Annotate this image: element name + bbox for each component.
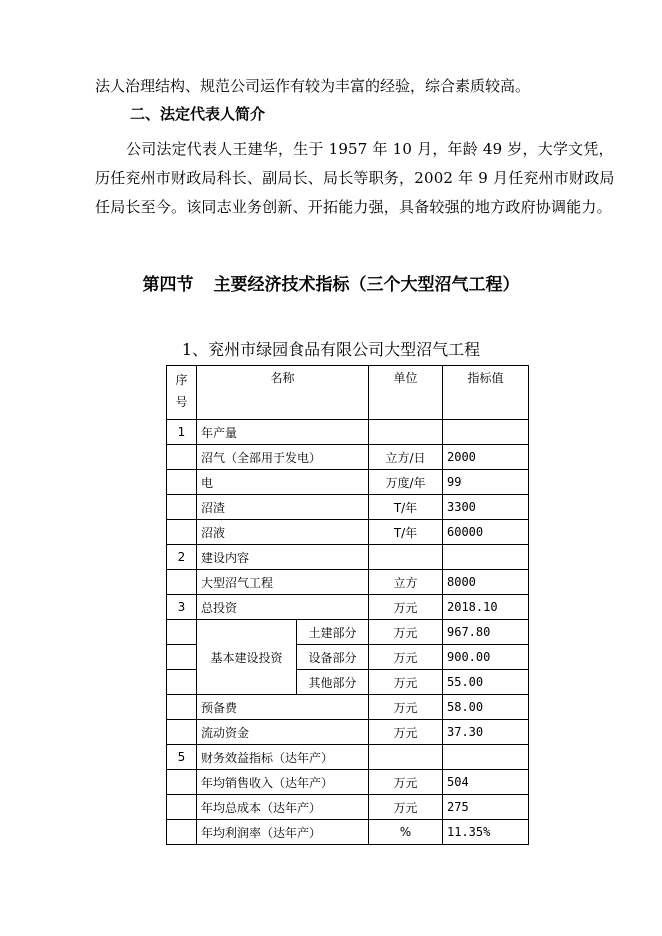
cell-seq [167,445,197,470]
cell-seq: 1 [167,420,197,445]
cell-seq [167,570,197,595]
cell-unit: 万元 [369,620,443,645]
header-unit: 单位 [369,366,443,420]
cell-seq: 5 [167,745,197,770]
cell-unit: 万元 [369,720,443,745]
cell-name: 年均销售收入（达年产） [197,770,369,795]
cell-value: 2018.10 [443,595,529,620]
cell-name: 年均总成本（达年产） [197,795,369,820]
cell-value: 60000 [443,520,529,545]
cell-seq [167,770,197,795]
cell-unit: 万度/年 [369,470,443,495]
cell-seq [167,720,197,745]
cell-unit: 立方 [369,570,443,595]
cell-seq [167,620,197,645]
cell-seq [167,795,197,820]
cell-value: 3300 [443,495,529,520]
section-number: 第四节 [142,275,194,295]
cell-value: 900.00 [443,645,529,670]
legal-rep-paragraph: 公司法定代表人王建华，生于 1957 年 10 月，年龄 49 岁，大学文凭，历任兖州市财政局科长、副局长、局长等职务，2002 年 9 月任兖州市财政局任局长至今。该同志业务创新、开拓能力强，具备较强的地方政府协调能力。 [95,140,615,216]
cell-seq [167,520,197,545]
table-row [167,570,529,595]
table-row [167,745,529,770]
cell-value: 8000 [443,570,529,595]
cell-unit: 万元 [369,645,443,670]
table-row [167,820,529,845]
header-name: 名称 [197,366,369,420]
cell-unit: % [369,820,443,845]
cell-unit: 万元 [369,695,443,720]
cell-unit: 万元 [369,595,443,620]
header-seq: 序号 [167,366,197,420]
cell-name: 其他部分 [297,670,369,695]
cell-value: 967.80 [443,620,529,645]
cell-unit [369,745,443,770]
cell-value [443,745,529,770]
cell-name: 沼气（全部用于发电） [197,445,369,470]
section-title: 主要经济技术指标（三个大型沼气工程） [213,275,520,295]
cell-seq: 2 [167,545,197,570]
cell-unit: T/年 [369,520,443,545]
table-row [167,545,529,570]
cell-unit: 万元 [369,670,443,695]
cell-value: 275 [443,795,529,820]
header-value: 指标值 [443,366,529,420]
cell-value: 58.00 [443,695,529,720]
cell-value: 2000 [443,445,529,470]
cell-name: 电 [197,470,369,495]
cell-name: 沼液 [197,520,369,545]
cell-unit: 万元 [369,770,443,795]
cell-unit [369,545,443,570]
cell-value: 504 [443,770,529,795]
cell-unit: 立方/日 [369,445,443,470]
table-row [167,695,529,720]
intro-paragraph: 法人治理结构、规范公司运作有较为丰富的经验，综合素质较高。 [95,77,531,95]
cell-name: 大型沼气工程 [197,570,369,595]
table-row [167,770,529,795]
cell-name: 年产量 [197,420,369,445]
cell-seq [167,695,197,720]
table-row [167,795,529,820]
cell-seq [167,470,197,495]
invest-group-label: 基本建设投资 [197,620,297,695]
cell-seq: 3 [167,595,197,620]
table-row [167,720,529,745]
table-header-row [167,366,529,420]
cell-unit [369,420,443,445]
cell-value [443,545,529,570]
table-row [167,620,529,645]
cell-name: 预备费 [197,695,369,720]
table-row [167,445,529,470]
cell-name: 土建部分 [297,620,369,645]
section-heading [0,270,662,295]
table-row [167,495,529,520]
cell-value: 99 [443,470,529,495]
cell-seq [167,820,197,845]
cell-name: 年均利润率（达年产） [197,820,369,845]
table-title: 1、兖州市绿园食品有限公司大型沼气工程 [181,340,481,359]
cell-seq [167,670,197,695]
cell-value [443,420,529,445]
cell-value: 55.00 [443,670,529,695]
cell-name: 沼渣 [197,495,369,520]
cell-value: 37.30 [443,720,529,745]
table-row [167,520,529,545]
table-row [167,420,529,445]
cell-value: 11.35% [443,820,529,845]
cell-name: 建设内容 [197,545,369,570]
cell-name: 财务效益指标（达年产） [197,745,369,770]
legal-rep-heading: 二、法定代表人简介 [130,105,266,123]
table-row [167,595,529,620]
cell-name: 设备部分 [297,645,369,670]
cell-seq [167,645,197,670]
cell-name: 总投资 [197,595,369,620]
cell-unit: T/年 [369,495,443,520]
table-row [167,470,529,495]
cell-seq [167,495,197,520]
indicators-table [166,365,529,845]
cell-name: 流动资金 [197,720,369,745]
cell-unit: 万元 [369,795,443,820]
